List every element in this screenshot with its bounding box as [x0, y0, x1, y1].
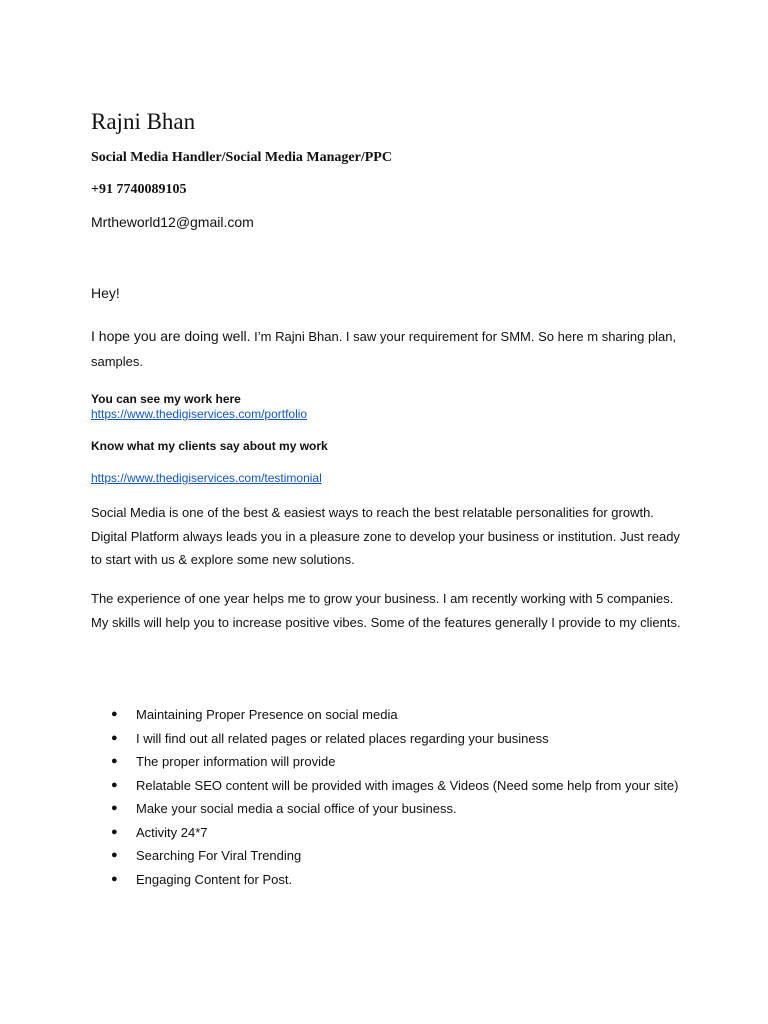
testimonial-heading: Know what my clients say about my work — [91, 439, 328, 453]
bullet-icon: ● — [111, 825, 118, 838]
bullet-icon: ● — [111, 708, 118, 720]
intro-paragraph — [91, 324, 681, 374]
list-item: ● Engaging Content for Post. — [91, 868, 681, 892]
job-title: Social Media Handler/Social Media Manager/PPC — [91, 150, 392, 165]
bullet-icon: ● — [111, 778, 118, 791]
list-item: ● I will find out all related pages or related places regarding your business — [91, 727, 681, 751]
bullet-icon: ● — [111, 872, 118, 885]
author-name: Rajni Bhan — [91, 109, 196, 134]
portfolio-link[interactable]: https://www.thedigiservices.com/portfolio — [91, 407, 308, 421]
bullet-icon: ● — [111, 755, 118, 767]
greeting: Hey! — [91, 285, 120, 301]
intro-lead: I hope you are doing well. — [91, 328, 251, 344]
bullet-icon: ● — [111, 802, 118, 814]
testimonial-link[interactable]: https://www.thedigiservices.com/testimonial — [91, 471, 322, 485]
phone-number: +91 7740089105 — [91, 182, 187, 197]
features-list — [91, 703, 681, 891]
list-item: ● Maintaining Proper Presence on social media — [91, 703, 681, 727]
email-address: Mrtheworld12@gmail.com — [91, 214, 254, 230]
social-media-paragraph: Social Media is one of the best & easiest ways to reach the best relatable personalities for growth. Digital Platform always leads you in a pleasure zone to develop your business or institution. Just ready to start with us & explore some new solutions. — [91, 505, 680, 567]
list-item: ● The proper information will provide — [91, 750, 681, 774]
bullet-icon: ● — [111, 731, 118, 744]
portfolio-heading: You can see my work here — [91, 392, 241, 406]
bullet-icon: ● — [111, 849, 118, 861]
list-item: ● Relatable SEO content will be provided with images & Videos (Need some help from your site) — [91, 774, 681, 798]
experience-paragraph: The experience of one year helps me to grow your business. I am recently working with 5 companies. My skills will help you to increase positive vibes. Some of the features generally I provide to my clients. — [91, 591, 681, 630]
intro-tail: I’m Rajni Bhan. I saw your requirement for SMM. So here m sharing plan, samples. — [91, 329, 677, 369]
list-item: ● Activity 24*7 — [91, 821, 681, 845]
list-item: ● Make your social media a social office of your business. — [91, 797, 681, 821]
list-item: ● Searching For Viral Trending — [91, 844, 681, 868]
